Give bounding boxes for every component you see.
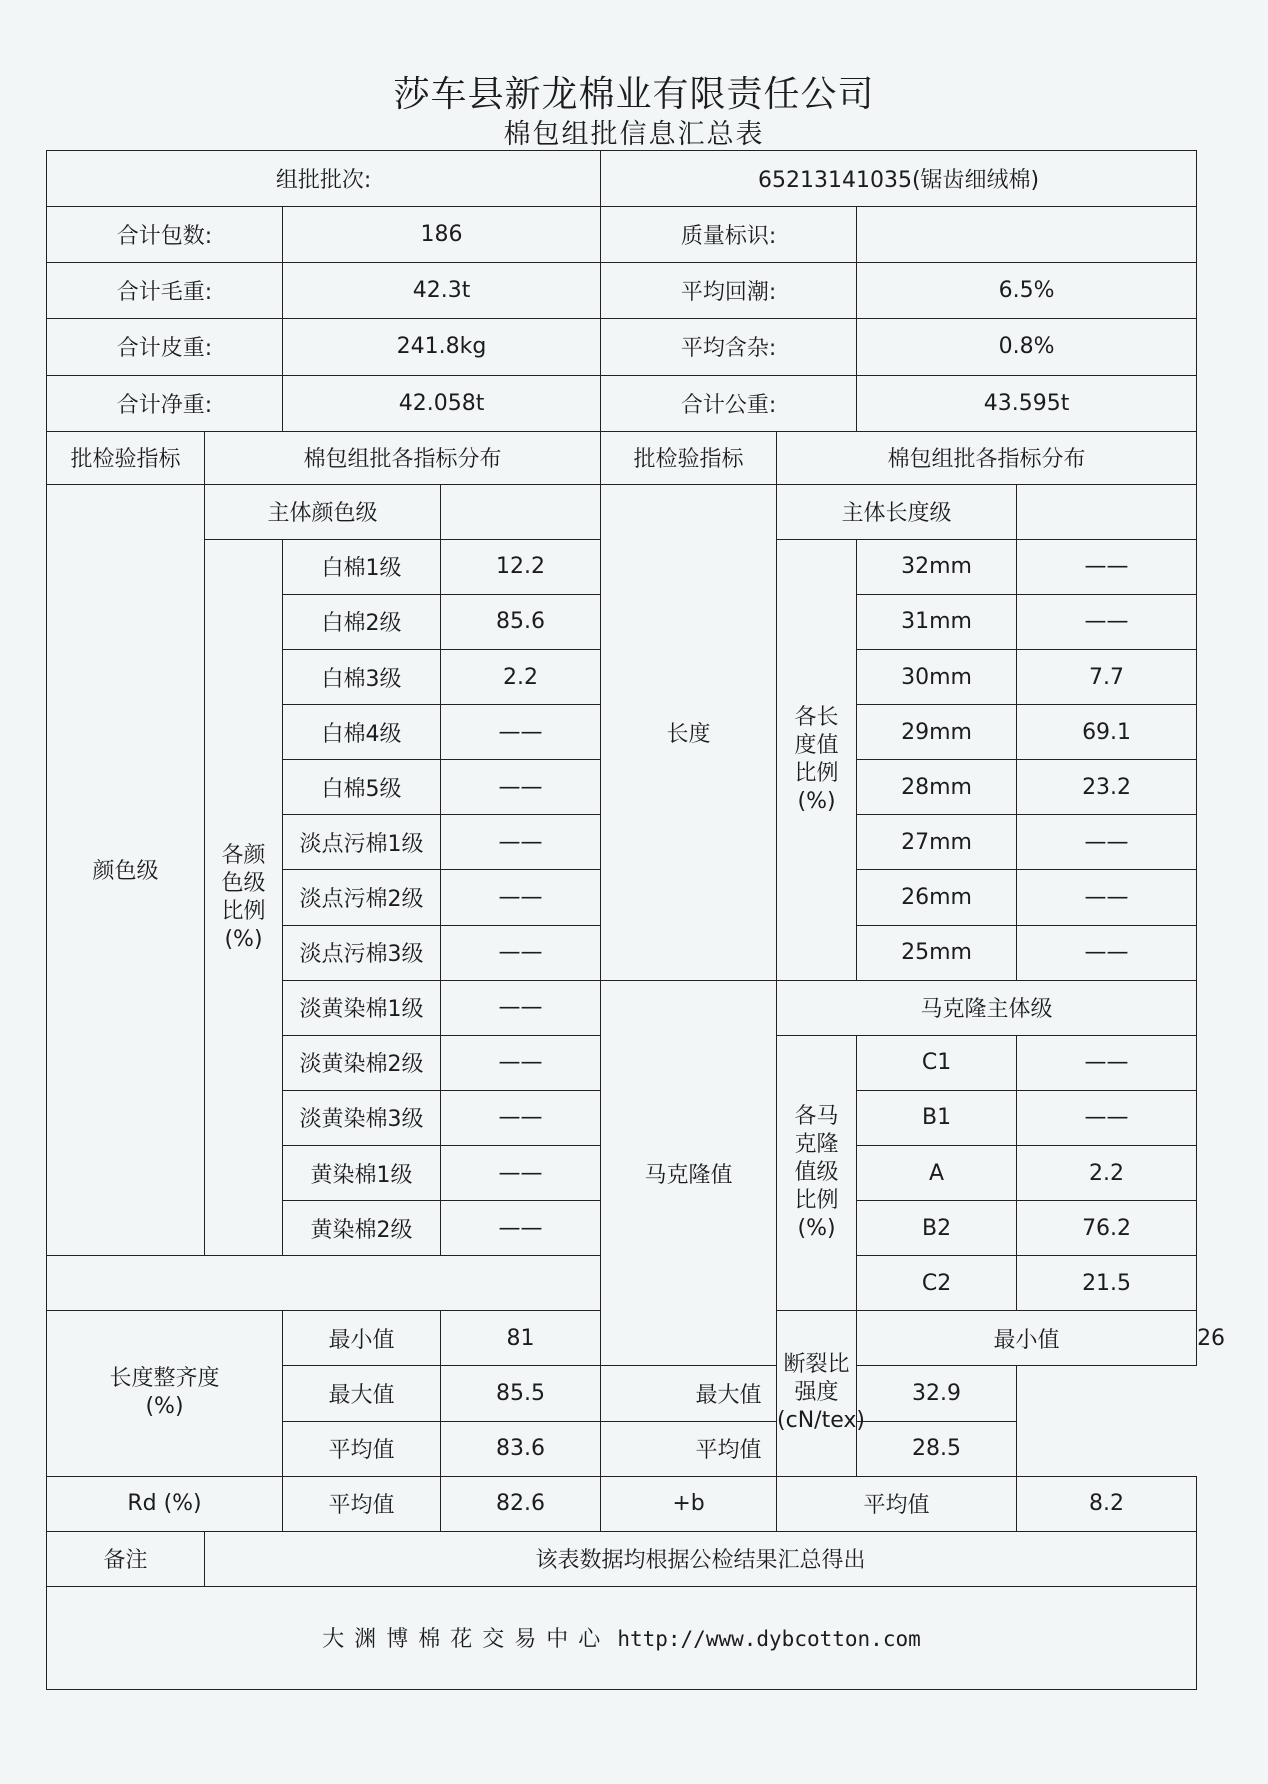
length-name: 27mm xyxy=(857,815,1017,870)
length-value: 7.7 xyxy=(1017,650,1197,705)
stat-name: 最小值 xyxy=(283,1311,441,1366)
batch-label: 组批批次: xyxy=(47,151,601,207)
summary-row xyxy=(47,207,1197,263)
micronaire-value: —— xyxy=(1017,1035,1197,1090)
label-line: 各马 xyxy=(794,1104,839,1130)
footer-row xyxy=(47,1586,1197,1689)
footer-url: http://www.dybcotton.com xyxy=(617,1627,921,1652)
color-grade-name: 淡点污棉3级 xyxy=(283,925,441,980)
label-line: (%) xyxy=(797,788,836,814)
color-grade-value: —— xyxy=(441,870,601,925)
summary-label: 合计皮重: xyxy=(47,319,283,375)
color-grade-value: —— xyxy=(441,815,601,870)
length-value: —— xyxy=(1017,925,1197,980)
summary-value: 42.058t xyxy=(283,375,601,431)
length-value: —— xyxy=(1017,539,1197,594)
index-label-right: 批检验指标 xyxy=(601,431,777,484)
stat-value: 82.6 xyxy=(441,1476,601,1531)
color-grade-value: —— xyxy=(441,705,601,760)
label-line: (%) xyxy=(797,1216,836,1242)
footer-cell xyxy=(47,1586,1197,1689)
index-label-left: 批检验指标 xyxy=(47,431,205,484)
label-line: 比例 xyxy=(221,898,266,924)
color-grade-value: —— xyxy=(441,1090,601,1145)
summary-label: 合计净重: xyxy=(47,375,283,431)
length-value: 23.2 xyxy=(1017,760,1197,815)
label-line: (cN/tex) xyxy=(777,1408,865,1434)
stat-name: 最小值 xyxy=(857,1311,1197,1366)
length-main-label: 主体长度级 xyxy=(777,484,1017,539)
micronaire-value: 2.2 xyxy=(1017,1146,1197,1201)
color-grade-name: 淡黄染棉3级 xyxy=(283,1090,441,1145)
color-main-value xyxy=(441,484,601,539)
summary-value: 186 xyxy=(283,207,601,263)
summary-value: 43.595t xyxy=(857,375,1197,431)
summary-label: 合计毛重: xyxy=(47,263,283,319)
company-title: 莎车县新龙棉业有限责任公司 xyxy=(393,74,875,115)
summary-row xyxy=(47,375,1197,431)
color-grade-value: —— xyxy=(441,1035,601,1090)
stat-value: 8.2 xyxy=(1017,1476,1197,1531)
length-main-value xyxy=(1017,484,1197,539)
summary-label: 合计公重: xyxy=(601,375,857,431)
color-main-label: 主体颜色级 xyxy=(205,484,441,539)
length-ratio-label xyxy=(777,539,857,980)
color-grade-value: —— xyxy=(441,925,601,980)
color-grade-value: 2.2 xyxy=(441,650,601,705)
length-value: —— xyxy=(1017,870,1197,925)
summary-label: 质量标识: xyxy=(601,207,857,263)
color-grade-name: 黄染棉2级 xyxy=(283,1201,441,1256)
label-line: 色级 xyxy=(221,870,266,896)
remark-text: 该表数据均根据公检结果汇总得出 xyxy=(205,1531,1197,1586)
label-line: 克隆 xyxy=(794,1132,839,1158)
color-grade-value: —— xyxy=(441,1201,601,1256)
color-grade-name: 黄染棉1级 xyxy=(283,1146,441,1201)
label-line: 比例 xyxy=(794,760,839,786)
label-line: 长度整齐度 xyxy=(109,1366,220,1392)
micronaire-grade: A xyxy=(857,1146,1017,1201)
remark-row xyxy=(47,1531,1197,1586)
color-grade-value: —— xyxy=(441,1146,601,1201)
batch-summary-table xyxy=(46,150,1226,1690)
color-grade-name: 淡黄染棉2级 xyxy=(283,1035,441,1090)
grade-row xyxy=(47,484,1197,539)
batch-row xyxy=(47,151,1197,207)
index-dist-right: 棉包组批各指标分布 xyxy=(777,431,1197,484)
stat-row: 长度整齐度 (%) 最小值 81 断裂比强度 (cN/tex) 最小值 26 xyxy=(47,1311,1197,1366)
color-grade-name: 淡点污棉2级 xyxy=(283,870,441,925)
blank-cell xyxy=(47,1256,601,1311)
length-name: 28mm xyxy=(857,760,1017,815)
color-grade-name: 白棉1级 xyxy=(283,539,441,594)
stat-value: 32.9 xyxy=(857,1366,1017,1421)
color-grade-value: —— xyxy=(441,980,601,1035)
micronaire-value: 21.5 xyxy=(1017,1256,1197,1311)
micronaire-value: —— xyxy=(1017,1090,1197,1145)
stat-value: 28.5 xyxy=(857,1421,1017,1476)
stat-name: 最大值 xyxy=(601,1366,857,1421)
length-value: —— xyxy=(1017,594,1197,649)
form-subtitle: 棉包组批信息汇总表 xyxy=(503,119,765,150)
micronaire-grade: B1 xyxy=(857,1090,1017,1145)
micronaire-grade: C1 xyxy=(857,1035,1017,1090)
summary-value xyxy=(857,207,1197,263)
stat-name: 平均值 xyxy=(283,1476,441,1531)
stat-name: 平均值 xyxy=(777,1476,1017,1531)
summary-row xyxy=(47,263,1197,319)
length-value: —— xyxy=(1017,815,1197,870)
length-name: 29mm xyxy=(857,705,1017,760)
micronaire-grade: B2 xyxy=(857,1201,1017,1256)
color-grade-name: 淡黄染棉1级 xyxy=(283,980,441,1035)
length-name: 31mm xyxy=(857,594,1017,649)
color-grade-value: —— xyxy=(441,760,601,815)
label-line: 比例 xyxy=(794,1188,839,1214)
stat-name: 平均值 xyxy=(601,1421,857,1476)
stat-name: 平均值 xyxy=(283,1421,441,1476)
stat-name: 最大值 xyxy=(283,1366,441,1421)
batch-value: 65213141035(锯齿细绒棉) xyxy=(601,151,1197,207)
summary-value: 0.8% xyxy=(857,319,1197,375)
index-dist-left: 棉包组批各指标分布 xyxy=(205,431,601,484)
stat-row xyxy=(47,1476,1197,1531)
color-grade-name: 白棉4级 xyxy=(283,705,441,760)
summary-value: 241.8kg xyxy=(283,319,601,375)
remark-label: 备注 xyxy=(47,1531,205,1586)
label-line: 度值 xyxy=(794,732,839,758)
uniformity-label xyxy=(47,1311,283,1476)
micronaire-main-label: 马克隆主体级 xyxy=(777,980,1197,1035)
plus-b-label: +b xyxy=(601,1476,777,1531)
color-grade-name: 白棉5级 xyxy=(283,760,441,815)
length-name: 32mm xyxy=(857,539,1017,594)
length-name: 30mm xyxy=(857,650,1017,705)
summary-value: 42.3t xyxy=(283,263,601,319)
color-grade-name: 白棉2级 xyxy=(283,594,441,649)
summary-value: 6.5% xyxy=(857,263,1197,319)
summary-label: 平均回潮: xyxy=(601,263,857,319)
index-header-row xyxy=(47,431,1197,484)
stat-value: 85.5 xyxy=(441,1366,601,1421)
length-name: 25mm xyxy=(857,925,1017,980)
summary-label: 平均含杂: xyxy=(601,319,857,375)
label-line: (%) xyxy=(145,1394,184,1420)
label-line: 断裂比强度 xyxy=(783,1352,850,1406)
length-name: 26mm xyxy=(857,870,1017,925)
label-line: 各长 xyxy=(794,704,839,730)
length-value: 69.1 xyxy=(1017,705,1197,760)
color-grade-value: 12.2 xyxy=(441,539,601,594)
label-line: (%) xyxy=(224,926,263,952)
color-ratio-label xyxy=(205,539,283,1255)
micronaire-label: 马克隆值 xyxy=(601,980,777,1366)
length-label: 长度 xyxy=(601,484,777,980)
micronaire-grade: C2 xyxy=(857,1256,1017,1311)
color-grade-name: 淡点污棉1级 xyxy=(283,815,441,870)
label-line: 各颜 xyxy=(221,842,266,868)
rd-label: Rd (%) xyxy=(47,1476,283,1531)
micronaire-value: 76.2 xyxy=(1017,1201,1197,1256)
stat-value: 83.6 xyxy=(441,1421,601,1476)
footer-org: 大渊博棉花交易中心 xyxy=(322,1627,611,1653)
stat-value: 81 xyxy=(441,1311,601,1366)
color-grade-label: 颜色级 xyxy=(47,484,205,1256)
summary-row xyxy=(47,319,1197,375)
color-grade-name: 白棉3级 xyxy=(283,650,441,705)
label-line: 值级 xyxy=(794,1160,839,1186)
color-grade-value: 85.6 xyxy=(441,594,601,649)
summary-label: 合计包数: xyxy=(47,207,283,263)
micronaire-ratio-label xyxy=(777,1035,857,1311)
